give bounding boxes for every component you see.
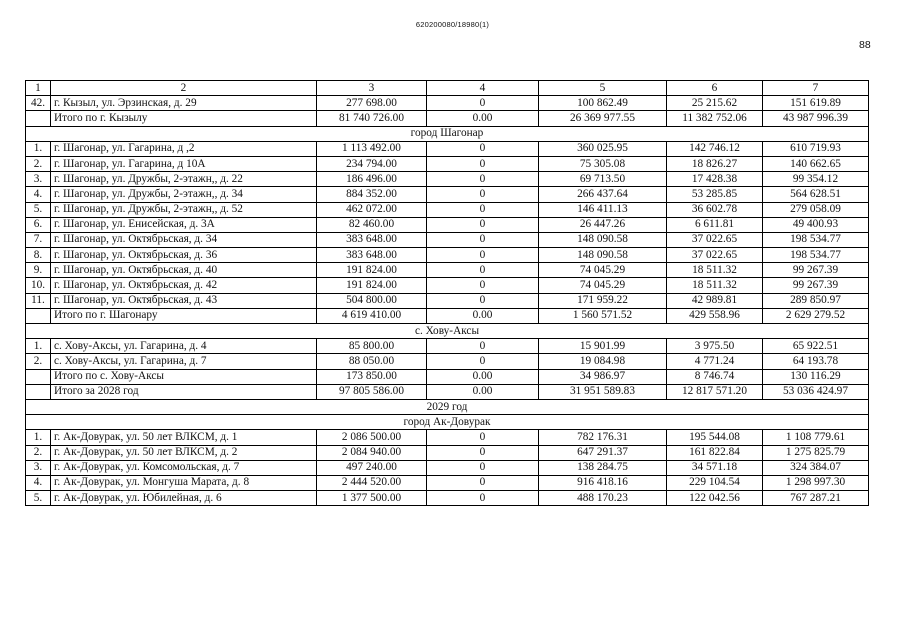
cell-value: 360 025.95 — [539, 141, 667, 156]
column-number: 5 — [539, 81, 667, 96]
cell-value: 0 — [427, 491, 539, 506]
table-row — [26, 491, 869, 506]
cell-value: 277 698.00 — [317, 96, 427, 111]
cell-value: 2 629 279.52 — [763, 308, 869, 323]
row-number: 2. — [26, 354, 51, 369]
table-row — [26, 293, 869, 308]
section-title: город Ак-Довурак — [26, 415, 869, 430]
cell-value: 289 850.97 — [763, 293, 869, 308]
row-number: 1. — [26, 339, 51, 354]
cell-value: 191 824.00 — [317, 278, 427, 293]
cell-value: 88 050.00 — [317, 354, 427, 369]
cell-value: 0 — [427, 460, 539, 475]
total-label: Итого по с. Хову-Аксы — [51, 369, 317, 384]
cell-value: 85 800.00 — [317, 339, 427, 354]
address: с. Хову-Аксы, ул. Гагарина, д. 7 — [51, 354, 317, 369]
cell-value: 198 534.77 — [763, 232, 869, 247]
cell-value: 99 354.12 — [763, 172, 869, 187]
cell-value: 12 817 571.20 — [667, 384, 763, 399]
section-title: с. Хову-Аксы — [26, 324, 869, 339]
cell-value: 1 298 997.30 — [763, 475, 869, 490]
table-row — [26, 232, 869, 247]
table-row — [26, 217, 869, 232]
cell-value: 34 571.18 — [667, 460, 763, 475]
table-row — [26, 187, 869, 202]
row-number: 11. — [26, 293, 51, 308]
cell-value: 0 — [427, 430, 539, 445]
cell-value: 186 496.00 — [317, 172, 427, 187]
cell-value: 26 369 977.55 — [539, 111, 667, 126]
cell-value: 429 558.96 — [667, 308, 763, 323]
cell-value: 383 648.00 — [317, 248, 427, 263]
cell-value: 767 287.21 — [763, 491, 869, 506]
row-number: 2. — [26, 445, 51, 460]
cell-value: 191 824.00 — [317, 263, 427, 278]
cell-value: 53 285.85 — [667, 187, 763, 202]
address: г. Ак-Довурак, ул. 50 лет ВЛКСМ, д. 2 — [51, 445, 317, 460]
cell-value: 34 986.97 — [539, 369, 667, 384]
cell-value: 37 022.65 — [667, 232, 763, 247]
cell-value: 0 — [427, 202, 539, 217]
cell-value: 504 800.00 — [317, 293, 427, 308]
column-number: 7 — [763, 81, 869, 96]
table-row — [26, 156, 869, 171]
cell-value: 229 104.54 — [667, 475, 763, 490]
cell-value: 2 086 500.00 — [317, 430, 427, 445]
cell-value: 75 305.08 — [539, 156, 667, 171]
cell-value: 53 036 424.97 — [763, 384, 869, 399]
address: г. Шагонар, ул. Октябрьская, д. 36 — [51, 248, 317, 263]
cell-value: 18 511.32 — [667, 263, 763, 278]
address: г. Шагонар, ул. Октябрьская, д. 42 — [51, 278, 317, 293]
cell-value: 140 662.65 — [763, 156, 869, 171]
cell-value: 195 544.08 — [667, 430, 763, 445]
table-row — [26, 354, 869, 369]
cell-value: 3 975.50 — [667, 339, 763, 354]
row-number — [26, 369, 51, 384]
cell-value: 1 108 779.61 — [763, 430, 869, 445]
section-row — [26, 399, 869, 414]
cell-value: 171 959.22 — [539, 293, 667, 308]
total-row — [26, 308, 869, 323]
cell-value: 884 352.00 — [317, 187, 427, 202]
section-title: город Шагонар — [26, 126, 869, 141]
cell-value: 25 215.62 — [667, 96, 763, 111]
cell-value: 462 072.00 — [317, 202, 427, 217]
total-row — [26, 111, 869, 126]
cell-value: 18 826.27 — [667, 156, 763, 171]
section-title: 2029 год — [26, 399, 869, 414]
address: г. Шагонар, ул. Дружбы, 2-этажн,, д. 22 — [51, 172, 317, 187]
cell-value: 15 901.99 — [539, 339, 667, 354]
cell-value: 18 511.32 — [667, 278, 763, 293]
column-number: 4 — [427, 81, 539, 96]
table-row — [26, 475, 869, 490]
cell-value: 0 — [427, 141, 539, 156]
cell-value: 0 — [427, 445, 539, 460]
cell-value: 97 805 586.00 — [317, 384, 427, 399]
cell-value: 2 084 940.00 — [317, 445, 427, 460]
cell-value: 0 — [427, 339, 539, 354]
cell-value: 647 291.37 — [539, 445, 667, 460]
cell-value: 31 951 589.83 — [539, 384, 667, 399]
cell-value: 0 — [427, 263, 539, 278]
table-row — [26, 248, 869, 263]
cell-value: 0 — [427, 156, 539, 171]
section-row — [26, 324, 869, 339]
cell-value: 0 — [427, 248, 539, 263]
cell-value: 0 — [427, 278, 539, 293]
cell-value: 6 611.81 — [667, 217, 763, 232]
address: г. Шагонар, ул. Дружбы, 2-этажн,, д. 52 — [51, 202, 317, 217]
cell-value: 65 922.51 — [763, 339, 869, 354]
cell-value: 74 045.29 — [539, 278, 667, 293]
table-row — [26, 339, 869, 354]
cell-value: 2 444 520.00 — [317, 475, 427, 490]
row-number — [26, 111, 51, 126]
cell-value: 4 771.24 — [667, 354, 763, 369]
table-row — [26, 202, 869, 217]
row-number: 1. — [26, 430, 51, 445]
cell-value: 266 437.64 — [539, 187, 667, 202]
table-row — [26, 96, 869, 111]
table-row — [26, 430, 869, 445]
address: г. Шагонар, ул. Октябрьская, д. 34 — [51, 232, 317, 247]
row-number: 9. — [26, 263, 51, 278]
cell-value: 383 648.00 — [317, 232, 427, 247]
cell-value: 148 090.58 — [539, 248, 667, 263]
cell-value: 916 418.16 — [539, 475, 667, 490]
cell-value: 130 116.29 — [763, 369, 869, 384]
cell-value: 99 267.39 — [763, 278, 869, 293]
cell-value: 1 113 492.00 — [317, 141, 427, 156]
cell-value: 74 045.29 — [539, 263, 667, 278]
cell-value: 564 628.51 — [763, 187, 869, 202]
row-number: 7. — [26, 232, 51, 247]
row-number: 4. — [26, 475, 51, 490]
address: г. Шагонар, ул. Дружбы, 2-этажн,, д. 34 — [51, 187, 317, 202]
cell-value: 69 713.50 — [539, 172, 667, 187]
cell-value: 4 619 410.00 — [317, 308, 427, 323]
total-row — [26, 369, 869, 384]
section-row — [26, 415, 869, 430]
total-label: Итого за 2028 год — [51, 384, 317, 399]
cell-value: 42 989.81 — [667, 293, 763, 308]
cell-value: 37 022.65 — [667, 248, 763, 263]
address: г. Шагонар, ул. Октябрьская, д. 43 — [51, 293, 317, 308]
cell-value: 1 560 571.52 — [539, 308, 667, 323]
cell-value: 0 — [427, 96, 539, 111]
cell-value: 151 619.89 — [763, 96, 869, 111]
cell-value: 17 428.38 — [667, 172, 763, 187]
address: г. Ак-Довурак, ул. 50 лет ВЛКСМ, д. 1 — [51, 430, 317, 445]
cell-value: 82 460.00 — [317, 217, 427, 232]
table-body — [26, 81, 869, 506]
row-number: 6. — [26, 217, 51, 232]
table-row — [26, 278, 869, 293]
cell-value: 0 — [427, 475, 539, 490]
cell-value: 142 746.12 — [667, 141, 763, 156]
row-number: 8. — [26, 248, 51, 263]
total-label: Итого по г. Кызылу — [51, 111, 317, 126]
cell-value: 610 719.93 — [763, 141, 869, 156]
cell-value: 49 400.93 — [763, 217, 869, 232]
row-number: 4. — [26, 187, 51, 202]
row-number — [26, 384, 51, 399]
cell-value: 0 — [427, 217, 539, 232]
column-number: 3 — [317, 81, 427, 96]
cell-value: 146 411.13 — [539, 202, 667, 217]
row-number: 5. — [26, 202, 51, 217]
column-number: 2 — [51, 81, 317, 96]
table-row — [26, 172, 869, 187]
cell-value: 81 740 726.00 — [317, 111, 427, 126]
cell-value: 0 — [427, 293, 539, 308]
section-row — [26, 126, 869, 141]
cell-value: 122 042.56 — [667, 491, 763, 506]
cell-value: 26 447.26 — [539, 217, 667, 232]
table-row — [26, 460, 869, 475]
cell-value: 0 — [427, 232, 539, 247]
cell-value: 0 — [427, 354, 539, 369]
address: г. Шагонар, ул. Гагарина, д 10А — [51, 156, 317, 171]
column-number: 6 — [667, 81, 763, 96]
row-number: 3. — [26, 172, 51, 187]
cell-value: 488 170.23 — [539, 491, 667, 506]
cell-value: 99 267.39 — [763, 263, 869, 278]
row-number: 5. — [26, 491, 51, 506]
cell-value: 173 850.00 — [317, 369, 427, 384]
address: г. Ак-Довурак, ул. Комсомольская, д. 7 — [51, 460, 317, 475]
row-number: 2. — [26, 156, 51, 171]
cell-value: 0 — [427, 187, 539, 202]
column-number: 1 — [26, 81, 51, 96]
cell-value: 497 240.00 — [317, 460, 427, 475]
cell-value: 0 — [427, 172, 539, 187]
column-number-row — [26, 81, 869, 96]
cell-value: 782 176.31 — [539, 430, 667, 445]
address: с. Хову-Аксы, ул. Гагарина, д. 4 — [51, 339, 317, 354]
address: г. Ак-Довурак, ул. Монгуша Марата, д. 8 — [51, 475, 317, 490]
cell-value: 19 084.98 — [539, 354, 667, 369]
row-number: 42. — [26, 96, 51, 111]
address: г. Шагонар, ул. Октябрьская, д. 40 — [51, 263, 317, 278]
cell-value: 43 987 996.39 — [763, 111, 869, 126]
cell-value: 64 193.78 — [763, 354, 869, 369]
address: г. Шагонар, ул. Гагарина, д ,2 — [51, 141, 317, 156]
cell-value: 8 746.74 — [667, 369, 763, 384]
row-number: 3. — [26, 460, 51, 475]
cell-value: 198 534.77 — [763, 248, 869, 263]
cell-value: 0.00 — [427, 384, 539, 399]
table-row — [26, 445, 869, 460]
address: г. Кызыл, ул. Эрзинская, д. 29 — [51, 96, 317, 111]
cell-value: 161 822.84 — [667, 445, 763, 460]
cell-value: 11 382 752.06 — [667, 111, 763, 126]
cell-value: 1 275 825.79 — [763, 445, 869, 460]
data-table — [25, 80, 869, 506]
cell-value: 324 384.07 — [763, 460, 869, 475]
cell-value: 100 862.49 — [539, 96, 667, 111]
cell-value: 138 284.75 — [539, 460, 667, 475]
cell-value: 0.00 — [427, 308, 539, 323]
table-row — [26, 263, 869, 278]
cell-value: 234 794.00 — [317, 156, 427, 171]
page-number: 88 — [859, 39, 871, 51]
address: г. Шагонар, ул. Енисейская, д. 3А — [51, 217, 317, 232]
row-number: 1. — [26, 141, 51, 156]
total-label: Итого по г. Шагонару — [51, 308, 317, 323]
cell-value: 36 602.78 — [667, 202, 763, 217]
document-id: 620200080/18980(1) — [415, 20, 490, 29]
table-row — [26, 141, 869, 156]
cell-value: 148 090.58 — [539, 232, 667, 247]
cell-value: 0.00 — [427, 369, 539, 384]
cell-value: 0.00 — [427, 111, 539, 126]
cell-value: 1 377 500.00 — [317, 491, 427, 506]
cell-value: 279 058.09 — [763, 202, 869, 217]
address: г. Ак-Довурак, ул. Юбилейная, д. 6 — [51, 491, 317, 506]
row-number — [26, 308, 51, 323]
row-number: 10. — [26, 278, 51, 293]
total-row — [26, 384, 869, 399]
